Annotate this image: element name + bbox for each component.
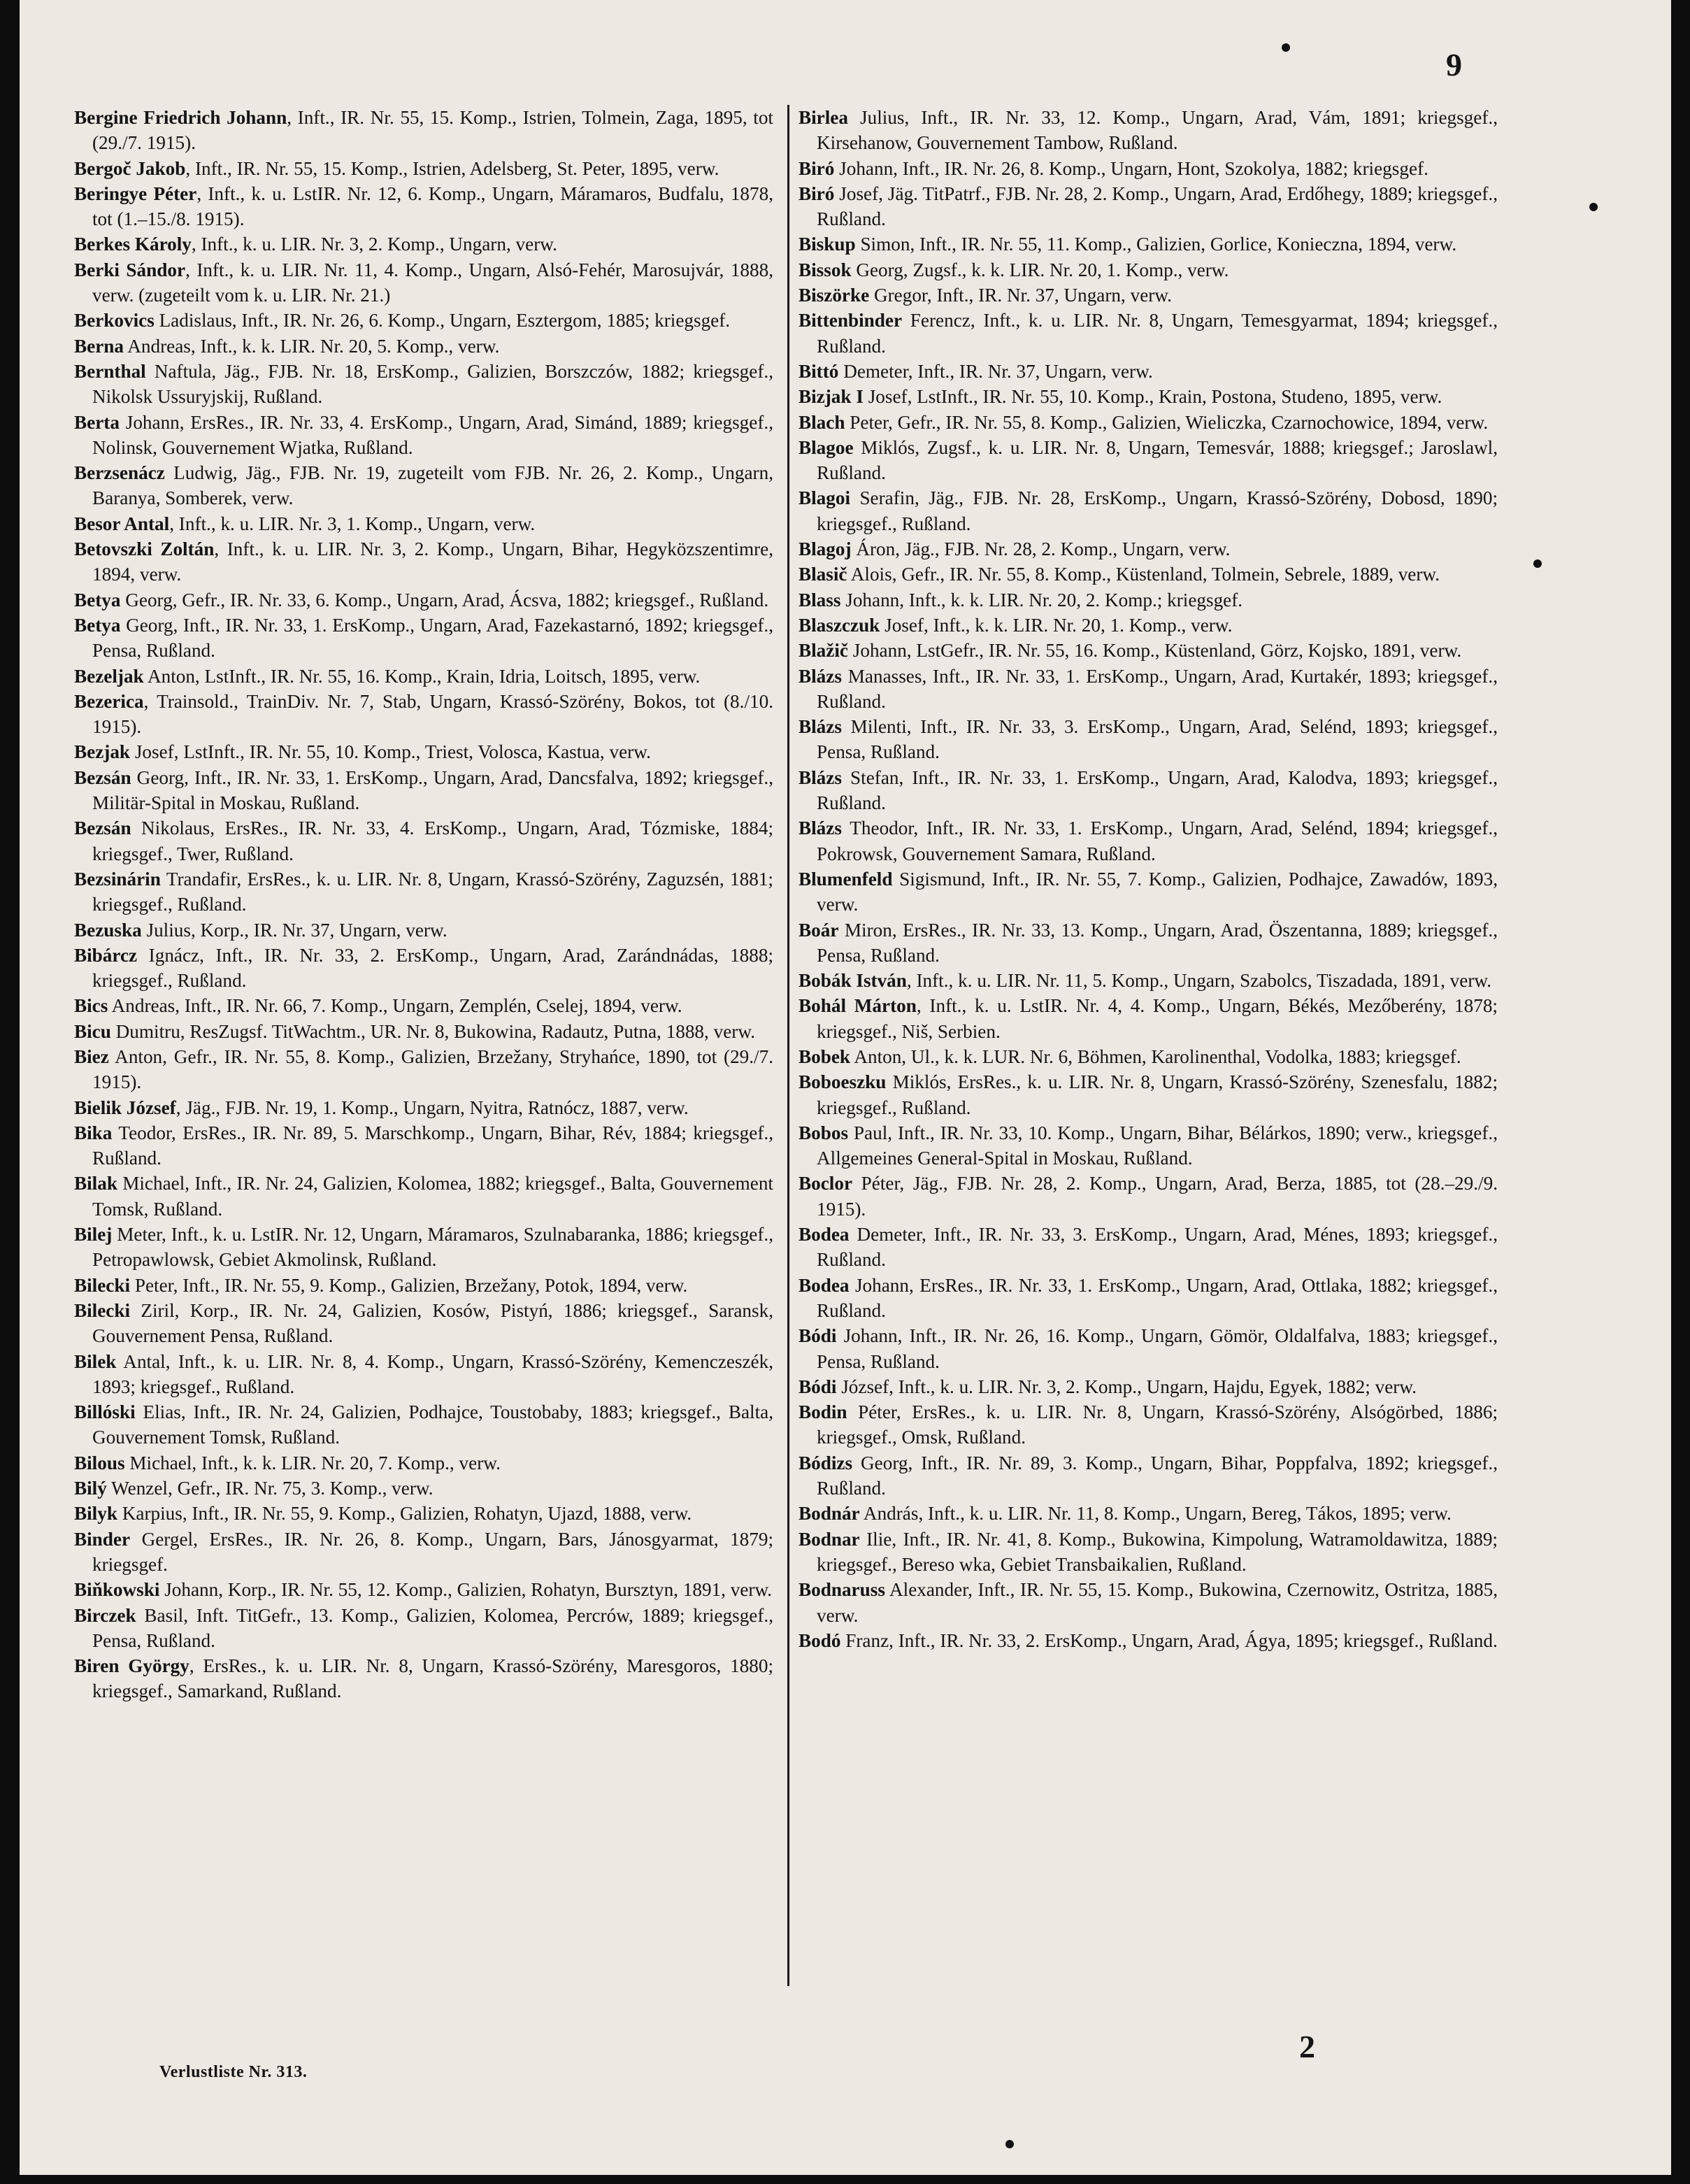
entry-name: Betya xyxy=(74,614,121,636)
casualty-entry xyxy=(74,1501,773,1526)
entry-name: Blaszczuk xyxy=(799,614,880,636)
entry-details: Áron, Jäg., FJB. Nr. 28, 2. Komp., Ungarn, verw. xyxy=(851,538,1231,560)
entry-details: Josef, LstInft., IR. Nr. 55, 10. Komp., Triest, Volosca, Kastua, verw. xyxy=(130,741,651,763)
entry-name: Blázs xyxy=(799,766,842,788)
entry-name: Bilek xyxy=(74,1350,117,1372)
entry-name: Bilous xyxy=(74,1452,125,1473)
entry-details: Gregor, Inft., IR. Nr. 37, Ungarn, verw. xyxy=(869,285,1172,306)
entry-name: Berkes Károly xyxy=(74,234,192,255)
entry-name: Bernthal xyxy=(74,360,146,382)
entry-details: Demeter, Inft., IR. Nr. 37, Ungarn, verw. xyxy=(838,360,1153,382)
entry-name: Betovszki Zoltán xyxy=(74,538,215,560)
document-page xyxy=(20,0,1671,2175)
casualty-entry xyxy=(799,1222,1498,1273)
entry-details: Dumitru, ResZugsf. TitWachtm., UR. Nr. 8, Bukowina, Radautz, Putna, 1888, verw. xyxy=(110,1020,755,1042)
entry-name: Bilý xyxy=(74,1478,107,1499)
entry-details: , Inft., k. u. LIR. Nr. 3, 2. Komp., Ungarn, verw. xyxy=(191,234,557,255)
entry-details: Antal, Inft., k. u. LIR. Nr. 8, 4. Komp., Ungarn, Krassó-Szörény, Kemenczeszék, 1893; kriegsgef., Rußland. xyxy=(92,1350,773,1397)
casualty-entry xyxy=(799,765,1498,816)
casualty-entry xyxy=(799,866,1498,918)
entry-details: Alexander, Inft., IR. Nr. 55, 15. Komp., Bukowina, Czernowitz, Ostritza, 1885, verw. xyxy=(817,1579,1498,1626)
entry-details: Georg, Inft., IR. Nr. 33, 1. ErsKomp., Ungarn, Arad, Fazekastarnó, 1892; kriegsgef., Pensa, Rußland. xyxy=(92,614,773,662)
entry-name: Boclor xyxy=(799,1173,853,1194)
entry-details: Simon, Inft., IR. Nr. 55, 11. Komp., Galizien, Gorlice, Konieczna, 1894, verw. xyxy=(855,234,1457,255)
casualty-entry xyxy=(799,918,1498,969)
entry-name: Bezsán xyxy=(74,818,131,839)
casualty-entry xyxy=(799,1399,1498,1450)
entry-details: Ziril, Korp., IR. Nr. 24, Galizien, Kosów, Pistyń, 1886; kriegsgef., Saransk, Gouvernement Pensa, Rußland. xyxy=(92,1299,773,1347)
entry-name: Bodin xyxy=(799,1401,847,1423)
casualty-entry xyxy=(799,1450,1498,1501)
entry-name: Bezjak xyxy=(74,741,131,763)
entry-name: Bodó xyxy=(799,1629,841,1651)
entry-name: Bibárcz xyxy=(74,944,138,966)
entry-details: Josef, LstInft., IR. Nr. 55, 10. Komp., Krain, Postona, Studeno, 1895, verw. xyxy=(863,386,1442,408)
entry-name: Bittenbinder xyxy=(799,310,903,331)
casualty-entry xyxy=(74,765,773,816)
entry-details: Johann, ErsRes., IR. Nr. 33, 4. ErsKomp., Ungarn, Arad, Simánd, 1889; kriegsgef., Nolinsk, Gouvernement Wjatka, Rußland. xyxy=(92,411,773,458)
entry-name: Biskup xyxy=(799,234,856,255)
entry-name: Biňkowski xyxy=(74,1579,160,1601)
casualty-entry xyxy=(74,739,773,764)
casualty-entry xyxy=(799,181,1498,232)
casualty-entry xyxy=(74,1095,773,1120)
casualty-entry xyxy=(799,815,1498,866)
entry-name: Boboeszku xyxy=(799,1071,887,1093)
entry-name: Binder xyxy=(74,1528,131,1550)
casualty-entry xyxy=(799,1171,1498,1222)
casualty-entry xyxy=(74,308,773,333)
entry-details: Ignácz, Inft., IR. Nr. 33, 2. ErsKomp., Ungarn, Arad, Zarándnádas, 1888; kriegsgef., Rußland. xyxy=(92,944,773,992)
entry-name: Bezerica xyxy=(74,690,144,712)
entry-name: Besor Antal xyxy=(74,513,170,534)
entry-details: Andreas, Inft., k. k. LIR. Nr. 20, 5. Komp., verw. xyxy=(123,335,500,357)
casualty-entry xyxy=(74,1019,773,1044)
entry-details: Ferencz, Inft., k. u. LIR. Nr. 8, Ungarn, Temesgyarmat, 1894; kriegsgef., Rußland. xyxy=(817,310,1498,357)
entry-name: Berta xyxy=(74,411,120,433)
casualty-entry xyxy=(799,1120,1498,1171)
entry-name: Berna xyxy=(74,335,124,357)
entry-name: Blagoi xyxy=(799,487,851,509)
entry-details: Péter, ErsRes., k. u. LIR. Nr. 8, Ungarn, Krassó-Szörény, Alsógörbed, 1886; kriegsgef., Omsk, Rußland. xyxy=(817,1401,1498,1448)
casualty-entry xyxy=(74,231,773,257)
casualty-entry xyxy=(74,943,773,994)
casualty-entry xyxy=(799,664,1498,715)
entry-name: Bódi xyxy=(799,1376,837,1397)
casualty-entry xyxy=(799,410,1498,435)
entry-details: Michael, Inft., k. k. LIR. Nr. 20, 7. Komp., verw. xyxy=(124,1452,501,1473)
entry-name: Blagoj xyxy=(799,538,852,560)
entry-name: Bergoč Jakob xyxy=(74,157,186,179)
entry-details: József, Inft., k. u. LIR. Nr. 3, 2. Komp., Ungarn, Hajdu, Egyek, 1882; verw. xyxy=(836,1376,1417,1397)
ink-speck xyxy=(1282,43,1290,52)
entry-name: Biren György xyxy=(74,1655,189,1677)
casualty-entry xyxy=(799,714,1498,765)
entry-details: Miklós, Zugsf., k. u. LIR. Nr. 8, Ungarn, Temesvár, 1888; kriegsgef.; Jaroslawl, Rußland. xyxy=(817,436,1498,484)
entry-name: Blázs xyxy=(799,716,842,738)
entry-details: Miron, ErsRes., IR. Nr. 33, 13. Komp., Ungarn, Arad, Öszentanna, 1889; kriegsgef., Pensa, Rußland. xyxy=(817,919,1498,966)
casualty-entry xyxy=(799,1323,1498,1374)
casualty-entry xyxy=(74,181,773,232)
entry-name: Bezuska xyxy=(74,919,142,941)
entry-name: Bergine Friedrich Johann xyxy=(74,107,287,128)
casualty-entry xyxy=(799,156,1498,181)
entry-name: Bicu xyxy=(74,1020,111,1042)
entry-name: Bittó xyxy=(799,360,839,382)
entry-name: Bodnar xyxy=(799,1528,860,1550)
entry-name: Bobos xyxy=(799,1122,849,1143)
entry-name: Bizjak I xyxy=(799,386,864,408)
entry-name: Blažič xyxy=(799,640,848,662)
entry-details: Ludwig, Jäg., FJB. Nr. 19, zugeteilt vom FJB. Nr. 26, 2. Komp., Ungarn, Baranya, Somberek, verw. xyxy=(92,462,773,509)
left-column xyxy=(74,105,773,1704)
entry-details: , ErsRes., k. u. LIR. Nr. 8, Ungarn, Krassó-Szörény, Maresgoros, 1880; kriegsgef., Samarkand, Rußland. xyxy=(92,1655,773,1702)
casualty-entry xyxy=(74,511,773,536)
entry-name: Berki Sándor xyxy=(74,259,186,280)
casualty-entry xyxy=(799,1527,1498,1578)
entry-details: Johann, ErsRes., IR. Nr. 33, 1. ErsKomp., Ungarn, Arad, Ottlaka, 1882; kriegsgef., Rußland. xyxy=(817,1274,1498,1321)
entry-details: Manasses, Inft., IR. Nr. 33, 1. ErsKomp., Ungarn, Arad, Kurtakér, 1893; kriegsgef., Rußland. xyxy=(817,665,1498,712)
casualty-entry xyxy=(799,283,1498,308)
entry-details: Georg, Inft., IR. Nr. 89, 3. Komp., Ungarn, Bihar, Poppfalva, 1892; kriegsgef., Rußland. xyxy=(817,1452,1498,1499)
entry-details: Serafin, Jäg., FJB. Nr. 28, ErsKomp., Ungarn, Krassó-Szörény, Dobosd, 1890; kriegsgef., Rußland. xyxy=(817,487,1498,534)
entry-name: Biró xyxy=(799,183,835,204)
casualty-entry xyxy=(799,231,1498,257)
entry-name: Bódi xyxy=(799,1325,837,1347)
casualty-entry xyxy=(799,536,1498,562)
casualty-entry xyxy=(74,105,773,156)
entry-details: Johann, Inft., IR. Nr. 26, 8. Komp., Ungarn, Hont, Szokolya, 1882; kriegsgef. xyxy=(834,157,1428,179)
entry-name: Blumenfeld xyxy=(799,868,893,890)
casualty-entry xyxy=(74,664,773,689)
entry-name: Bodnár xyxy=(799,1503,860,1525)
column-divider xyxy=(787,105,789,1986)
entry-name: Blach xyxy=(799,411,845,433)
entry-name: Bilecki xyxy=(74,1274,131,1296)
entry-details: Wenzel, Gefr., IR. Nr. 75, 3. Komp., verw. xyxy=(106,1478,434,1499)
entry-name: Birczek xyxy=(74,1604,136,1626)
casualty-entry xyxy=(799,562,1498,587)
entry-name: Bodnaruss xyxy=(799,1579,885,1601)
entry-name: Bilak xyxy=(74,1173,117,1194)
entry-details: Peter, Inft., IR. Nr. 55, 9. Komp., Galizien, Brzežany, Potok, 1894, verw. xyxy=(130,1274,688,1296)
entry-details: Josef, Jäg. TitPatrf., FJB. Nr. 28, 2. Komp., Ungarn, Arad, Erdőhegy, 1889; kriegsgef., Rußland. xyxy=(817,183,1498,230)
casualty-entry xyxy=(799,968,1498,993)
entry-details: Péter, Jäg., FJB. Nr. 28, 2. Komp., Ungarn, Arad, Berza, 1885, tot (28.–29./9. 1915). xyxy=(817,1173,1498,1220)
entry-name: Blagoe xyxy=(799,436,854,458)
entry-name: Bilecki xyxy=(74,1299,131,1321)
entry-details: Ilie, Inft., IR. Nr. 41, 8. Komp., Bukowina, Kimpolung, Watramoldawitza, 1889; kriegsgef., Bereso wka, Gebiet Transbaikalien, Rußland. xyxy=(817,1528,1498,1575)
casualty-entry xyxy=(74,993,773,1018)
entry-name: Betya xyxy=(74,589,121,611)
entry-name: Bezsinárin xyxy=(74,868,161,890)
casualty-entry xyxy=(74,1603,773,1654)
entry-details: Anton, LstInft., IR. Nr. 55, 16. Komp., Krain, Idria, Loitsch, 1895, verw. xyxy=(143,665,701,687)
casualty-entry xyxy=(799,257,1498,283)
entry-name: Bobák István xyxy=(799,970,907,992)
casualty-entry xyxy=(74,1044,773,1095)
casualty-entry xyxy=(74,613,773,664)
casualty-entry xyxy=(799,1044,1498,1069)
entry-details: , Inft., IR. Nr. 55, 15. Komp., Istrien, Tolmein, Zaga, 1895, tot (29./7. 1915). xyxy=(92,107,773,154)
casualty-entry xyxy=(799,435,1498,486)
casualty-entry xyxy=(799,1273,1498,1324)
entry-details: Gergel, ErsRes., IR. Nr. 26, 8. Komp., Ungarn, Bars, Jánosgyarmat, 1879; kriegsgef. xyxy=(92,1528,773,1575)
casualty-entry xyxy=(74,1476,773,1501)
entry-name: Bodea xyxy=(799,1274,850,1296)
entry-details: Demeter, Inft., IR. Nr. 33, 3. ErsKomp., Ungarn, Arad, Ménes, 1893; kriegsgef., Rußland. xyxy=(817,1224,1498,1271)
sheet-number: 2 xyxy=(1299,2029,1315,2064)
entry-name: Bohál Márton xyxy=(799,995,917,1017)
entry-name: Billóski xyxy=(74,1401,136,1423)
entry-name: Berkovics xyxy=(74,310,155,331)
entry-name: Biró xyxy=(799,157,835,179)
entry-details: Andreas, Inft., IR. Nr. 66, 7. Komp., Ungarn, Zemplén, Cselej, 1894, verw. xyxy=(108,995,682,1017)
entry-details: Georg, Inft., IR. Nr. 33, 1. ErsKomp., Ungarn, Arad, Dancsfalva, 1892; kriegsgef., Militär-Spital in Moskau, Rußland. xyxy=(92,766,773,814)
entry-details: Naftula, Jäg., FJB. Nr. 18, ErsKomp., Galizien, Borszczów, 1882; kriegsgef., Nikolsk Ussuryjskij, Rußland. xyxy=(92,360,773,408)
casualty-entry xyxy=(799,308,1498,359)
ink-speck xyxy=(1533,559,1542,568)
entry-name: Boár xyxy=(799,919,839,941)
casualty-entry xyxy=(74,1527,773,1578)
casualty-entry xyxy=(74,410,773,461)
entry-details: Ladislaus, Inft., IR. Nr. 26, 6. Komp., Ungarn, Esztergom, 1885; kriegsgef. xyxy=(154,310,731,331)
entry-details: Nikolaus, ErsRes., IR. Nr. 33, 4. ErsKomp., Ungarn, Arad, Tózmiske, 1884; kriegsgef., Twer, Rußland. xyxy=(92,818,773,864)
entry-details: , Inft., k. u. LIR. Nr. 11, 5. Komp., Ungarn, Szabolcs, Tiszadada, 1891, verw. xyxy=(906,970,1492,992)
casualty-entry xyxy=(799,1374,1498,1399)
entry-details: Karpius, Inft., IR. Nr. 55, 9. Komp., Galizien, Rohatyn, Ujazd, 1888, verw. xyxy=(117,1503,692,1525)
casualty-entry xyxy=(74,257,773,308)
casualty-entry xyxy=(74,1273,773,1298)
entry-name: Blázs xyxy=(799,665,842,687)
ink-speck xyxy=(1005,2140,1014,2148)
entry-name: Bezsán xyxy=(74,766,131,788)
casualty-entry xyxy=(799,1628,1498,1653)
casualty-entry xyxy=(74,1222,773,1273)
entry-name: Blázs xyxy=(799,818,842,839)
entry-name: Bodea xyxy=(799,1224,850,1246)
entry-name: Blass xyxy=(799,589,841,611)
casualty-entry xyxy=(799,1501,1498,1526)
casualty-entry xyxy=(74,815,773,866)
ink-speck xyxy=(1589,203,1598,211)
entry-details: Peter, Gefr., IR. Nr. 55, 8. Komp., Galizien, Wieliczka, Czarnochowice, 1894, verw. xyxy=(845,411,1489,433)
casualty-entry xyxy=(799,613,1498,638)
page-number: 9 xyxy=(1446,47,1462,83)
entry-details: Georg, Gefr., IR. Nr. 33, 6. Komp., Ungarn, Arad, Ácsva, 1882; kriegsgef., Rußland. xyxy=(120,589,769,611)
casualty-entry xyxy=(74,156,773,181)
entry-name: Beringye Péter xyxy=(74,183,197,204)
casualty-entry xyxy=(799,384,1498,409)
casualty-entry xyxy=(74,334,773,359)
entry-name: Bics xyxy=(74,995,108,1017)
entry-details: Alois, Gefr., IR. Nr. 55, 8. Komp., Küstenland, Tolmein, Sebrele, 1889, verw. xyxy=(847,564,1440,585)
entry-details: , Jäg., FJB. Nr. 19, 1. Komp., Ungarn, Nyitra, Ratnócz, 1887, verw. xyxy=(176,1097,689,1118)
entry-details: Teodor, ErsRes., IR. Nr. 89, 5. Marschkomp., Ungarn, Bihar, Rév, 1884; kriegsgef., Rußland. xyxy=(92,1122,773,1169)
entry-details: , Inft., IR. Nr. 55, 15. Komp., Istrien, Adelsberg, St. Peter, 1895, verw. xyxy=(185,157,719,179)
entry-details: Anton, Ul., k. k. LUR. Nr. 6, Böhmen, Karolinenthal, Vodolka, 1883; kriegsgef. xyxy=(850,1045,1461,1067)
entry-name: Bobek xyxy=(799,1045,851,1067)
entry-name: Berzsenácz xyxy=(74,462,165,484)
casualty-entry xyxy=(799,105,1498,156)
entry-name: Bielik József xyxy=(74,1097,176,1118)
entry-details: Miklós, ErsRes., k. u. LIR. Nr. 8, Ungarn, Krassó-Szörény, Szenesfalu, 1882; kriegsgef., Rußland. xyxy=(817,1071,1498,1118)
entry-details: Johann, Inft., IR. Nr. 26, 16. Komp., Ungarn, Gömör, Oldalfalva, 1883; kriegsgef., Pensa, Rußland. xyxy=(817,1325,1498,1372)
entry-details: Trandafir, ErsRes., k. u. LIR. Nr. 8, Ungarn, Krassó-Szörény, Zaguzsén, 1881; kriegsgef., Rußland. xyxy=(92,868,773,915)
entry-details: Michael, Inft., IR. Nr. 24, Galizien, Kolomea, 1882; kriegsgef., Balta, Gouvernement Tomsk, Rußland. xyxy=(92,1173,773,1220)
casualty-entry xyxy=(74,1653,773,1704)
entry-details: Meter, Inft., k. u. LstIR. Nr. 12, Ungarn, Máramaros, Szulnabaranka, 1886; kriegsgef., Petropawlowsk, Gebiet Akmolinsk, Rußland. xyxy=(92,1224,773,1271)
entry-details: Milenti, Inft., IR. Nr. 33, 3. ErsKomp., Ungarn, Arad, Selénd, 1893; kriegsgef., Pensa, Rußland. xyxy=(817,716,1498,763)
entry-name: Bilyk xyxy=(74,1503,117,1525)
entry-details: Georg, Zugsf., k. k. LIR. Nr. 20, 1. Komp., verw. xyxy=(851,259,1229,280)
entry-details: Sigismund, Inft., IR. Nr. 55, 7. Komp., Galizien, Podhajce, Zawadów, 1893, verw. xyxy=(817,868,1498,915)
casualty-entry xyxy=(74,866,773,918)
casualty-entry xyxy=(799,993,1498,1044)
entry-details: , Inft., k. u. LstIR. Nr. 4, 4. Komp., Ungarn, Békés, Mezőberény, 1878; kriegsgef., Niš, Serbien. xyxy=(817,995,1498,1042)
entry-details: Josef, Inft., k. k. LIR. Nr. 20, 1. Komp., verw. xyxy=(880,614,1233,636)
casualty-entry xyxy=(74,1120,773,1171)
casualty-entry xyxy=(799,1069,1498,1120)
casualty-entry xyxy=(74,918,773,943)
casualty-entry xyxy=(74,587,773,613)
casualty-entry xyxy=(799,485,1498,536)
casualty-entry xyxy=(74,689,773,740)
entry-details: , Inft., k. u. LIR. Nr. 3, 2. Komp., Ungarn, Bihar, Hegyközszentimre, 1894, verw. xyxy=(92,538,774,585)
casualty-entry xyxy=(799,587,1498,613)
casualty-entry xyxy=(74,1399,773,1450)
list-reference: Verlustliste Nr. 313. xyxy=(159,2063,308,2081)
entry-details: Stefan, Inft., IR. Nr. 33, 1. ErsKomp., Ungarn, Arad, Kalodva, 1893; kriegsgef., Rußland. xyxy=(817,766,1498,814)
entry-details: , Inft., k. u. LIR. Nr. 3, 1. Komp., Ungarn, verw. xyxy=(169,513,536,534)
casualty-entry xyxy=(74,1298,773,1349)
entry-details: Johann, Korp., IR. Nr. 55, 12. Komp., Galizien, Rohatyn, Bursztyn, 1891, verw. xyxy=(159,1579,773,1601)
entry-details: Basil, Inft. TitGefr., 13. Komp., Galizien, Kolomea, Percrów, 1889; kriegsgef., Pensa, Rußland. xyxy=(92,1604,773,1651)
casualty-entry xyxy=(799,359,1498,384)
entry-details: , Trainsold., TrainDiv. Nr. 7, Stab, Ungarn, Krassó-Szörény, Bokos, tot (8./10. 1915). xyxy=(92,690,773,738)
entry-details: , Inft., k. u. LstIR. Nr. 12, 6. Komp., Ungarn, Máramaros, Budfalu, 1878, tot (1.–15./8. 1915). xyxy=(92,183,773,230)
casualty-entry xyxy=(74,1577,773,1602)
entry-name: Bódizs xyxy=(799,1452,853,1473)
casualty-entry xyxy=(74,1171,773,1222)
entry-details: Johann, Inft., k. k. LIR. Nr. 20, 2. Komp.; kriegsgef. xyxy=(840,589,1243,611)
casualty-entry xyxy=(74,1349,773,1400)
entry-details: András, Inft., k. u. LIR. Nr. 11, 8. Komp., Ungarn, Bereg, Tákos, 1895; verw. xyxy=(859,1503,1452,1525)
right-column xyxy=(799,105,1498,1653)
entry-details: Julius, Inft., IR. Nr. 33, 12. Komp., Ungarn, Arad, Vám, 1891; kriegsgef., Kirsehanow, Gouvernement Tambow, Rußland. xyxy=(817,107,1498,154)
entry-name: Birlea xyxy=(799,107,848,128)
casualty-entry xyxy=(74,359,773,410)
casualty-entry xyxy=(74,536,773,587)
casualty-entry xyxy=(799,638,1498,663)
entry-details: Paul, Inft., IR. Nr. 33, 10. Komp., Ungarn, Bihar, Bélárkos, 1890; verw., kriegsgef., Allgemeines General-Spital in Moskau, Rußland. xyxy=(817,1122,1498,1169)
entry-details: Anton, Gefr., IR. Nr. 55, 8. Komp., Galizien, Brzežany, Stryhańce, 1890, tot (29./7. 1915). xyxy=(92,1045,773,1093)
entry-name: Bissok xyxy=(799,259,852,280)
casualty-entry xyxy=(74,1450,773,1476)
entry-name: Bezeljak xyxy=(74,665,144,687)
casualty-entry xyxy=(74,460,773,511)
casualty-entry xyxy=(799,1577,1498,1628)
entry-details: Theodor, Inft., IR. Nr. 33, 1. ErsKomp., Ungarn, Arad, Selénd, 1894; kriegsgef., Pokrowsk, Gouvernement Samara, Rußland. xyxy=(817,818,1498,864)
entry-name: Bika xyxy=(74,1122,113,1143)
entry-name: Bilej xyxy=(74,1224,113,1246)
entry-details: Elias, Inft., IR. Nr. 24, Galizien, Podhajce, Toustobaby, 1883; kriegsgef., Balta, Gouvernement Tomsk, Rußland. xyxy=(92,1401,773,1448)
entry-details: Franz, Inft., IR. Nr. 33, 2. ErsKomp., Ungarn, Arad, Ágya, 1895; kriegsgef., Rußland. xyxy=(840,1629,1498,1651)
entry-name: Biszörke xyxy=(799,285,870,306)
entry-details: Julius, Korp., IR. Nr. 37, Ungarn, verw. xyxy=(141,919,447,941)
entry-details: Johann, LstGefr., IR. Nr. 55, 16. Komp., Küstenland, Görz, Kojsko, 1891, verw. xyxy=(847,640,1462,662)
entry-details: , Inft., k. u. LIR. Nr. 11, 4. Komp., Ungarn, Alsó-Fehér, Marosujvár, 1888, verw. (zugeteilt vom k. u. LIR. Nr. 21.) xyxy=(92,259,774,306)
entry-name: Biez xyxy=(74,1045,109,1067)
entry-name: Blasič xyxy=(799,564,847,585)
